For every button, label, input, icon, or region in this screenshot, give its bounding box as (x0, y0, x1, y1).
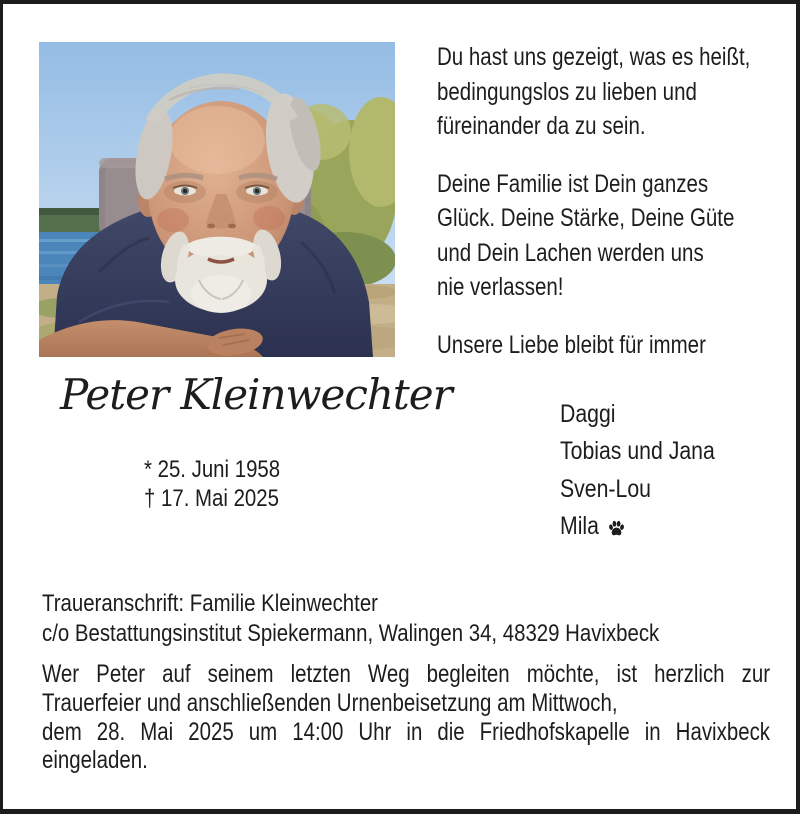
tribute-line: nie verlassen! (437, 273, 564, 301)
portrait-photo (39, 42, 395, 357)
mourners-list (560, 396, 715, 545)
life-dates (144, 456, 280, 513)
deceased-name: Peter Kleinwechter (60, 370, 452, 419)
mourner-name (560, 471, 715, 508)
mourner-name-text: Daggi (560, 400, 616, 428)
address-line: c/o Bestattungsinstitut Spiekermann, Walingen 34, 48329 Havixbeck (42, 620, 660, 647)
invitation-line: Wer Peter auf seinem letzten Weg begleiten möchte, ist herzlich zur (42, 660, 771, 688)
birth-date: * 25. Juni 1958 (144, 456, 281, 483)
tribute-paragraph-3 (437, 328, 750, 363)
tribute-line: und Dein Lachen werden uns (437, 238, 704, 267)
tribute-line: Glück. Deine Stärke, Deine Güte (437, 204, 735, 232)
mourner-name (560, 396, 715, 433)
invitation-line: dem 28. Mai 2025 um 14:00 Uhr in die Friedhofskapelle in Havixbeck (42, 717, 771, 746)
tribute-paragraph-2 (437, 167, 750, 305)
tribute-line: füreinander da zu sein. (437, 112, 646, 140)
tribute-paragraph-1 (437, 40, 750, 144)
paw-print-icon (607, 518, 625, 539)
mourner-name-text: Mila (560, 511, 599, 540)
address-line: Traueranschrift: Familie Kleinwechter (42, 590, 378, 617)
invitation-line: Trauerfeier und anschließenden Urnenbeisetzung am Mittwoch, (42, 688, 618, 717)
mourner-name-text: Sven-Lou (560, 474, 651, 503)
tribute-line: Deine Familie ist Dein ganzes (437, 169, 709, 198)
mourner-name-text: Tobias und Jana (560, 437, 715, 466)
tribute-line: bedingungslos zu lieben und (437, 77, 697, 106)
mourner-name (560, 433, 715, 470)
tribute-text (437, 40, 750, 362)
portrait-photo-illustration (39, 42, 395, 357)
invitation-line: eingeladen. (42, 746, 148, 775)
funeral-invitation (42, 660, 770, 775)
tribute-line: Du hast uns gezeigt, was es heißt, (437, 43, 751, 71)
mourning-address (42, 589, 659, 649)
tribute-line: Unsere Liebe bleibt für immer (437, 330, 706, 359)
mourner-name (560, 508, 715, 545)
death-date: † 17. Mai 2025 (144, 484, 279, 512)
